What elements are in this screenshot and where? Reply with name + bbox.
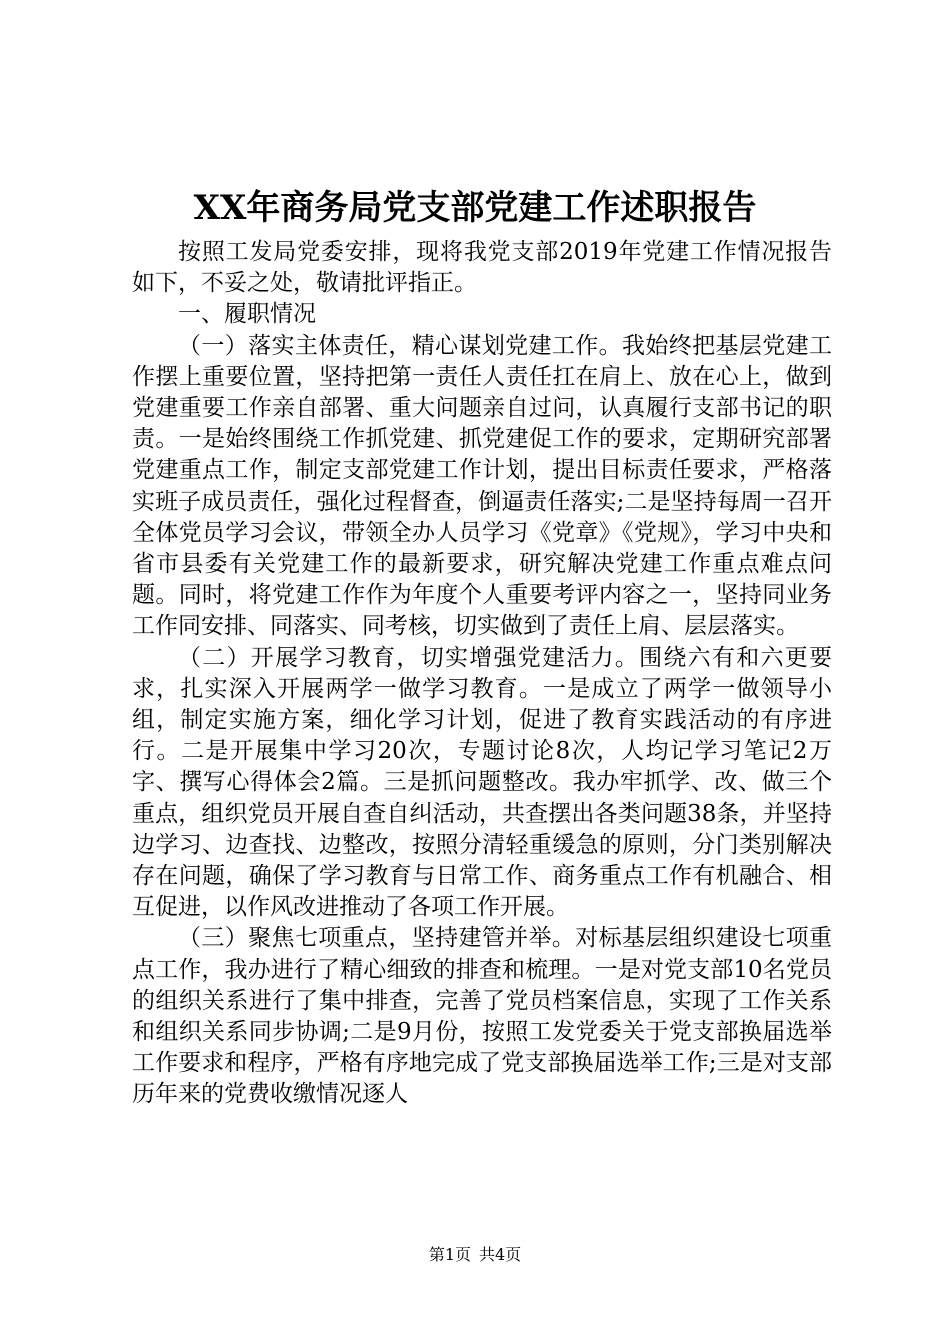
paragraph-subsection-1: （一）落实主体责任，精心谋划党建工作。我始终把基层党建工作摆上重要位置，坚持把第一责任人责任扛在肩上、放在心上，做到党建重要工作亲自部署、重大问题亲自过问，认真履行支部书记的职责。一是始终围绕工作抓党建、抓党建促工作的要求，定期研究部署党建重点工作，制定支部党建工作计划，提出目标责任要求，严格落实班子成员责任，强化过程督查，倒逼责任落实;二是坚持每周一召开全体党员学习会议，带领全办人员学习《党章》《党规》，学习中央和省市县委有关党建工作的最新要求，研究解决党建工作重点难点问题。同时，将党建工作作为年度个人重要考评内容之一，坚持同业务工作同安排、同落实、同考核，切实做到了责任上肩、层层落实。 <box>132 332 832 640</box>
paragraph-subsection-2: （二）开展学习教育，切实增强党建活力。围绕六有和六更要求，扎实深入开展两学一做学习教育。一是成立了两学一做领导小组，制定实施方案，细化学习计划，促进了教育实践活动的有序进行。二是开展集中学习20次，专题讨论8次，人均记学习笔记2万字、撰写心得体会2篇。三是抓问题整改。我办牢抓学、改、做三个重点，组织党员开展自查自纠活动，共查摆出各类问题38条，并坚持边学习、边查找、边整改，按照分清轻重缓急的原则，分门类别解决存在问题，确保了学习教育与日常工作、商务重点工作有机融合、相互促进，以作风改进推动了各项工作开展。 <box>132 644 832 921</box>
page-total: 共4页 <box>479 1245 522 1264</box>
paragraph-subsection-3: （三）聚焦七项重点，坚持建管并举。对标基层组织建设七项重点工作，我办进行了精心细致的排查和梳理。一是对党支部10名党员的组织关系进行了集中排查，完善了党员档案信息，实现了工作关系和组织关系同步协调;二是9月份，按照工发党委关于党支部换届选举工作要求和程序，严格有序地完成了党支部换届选举工作;三是对支部历年来的党费收缴情况逐人 <box>132 925 832 1108</box>
page-number: 第1页 <box>428 1245 471 1264</box>
section-heading: 一、履职情况 <box>178 301 316 328</box>
document-body <box>132 237 832 1111</box>
page-footer <box>0 1244 950 1266</box>
document-title: XX年商务局党支部党建工作述职报告 <box>193 188 757 228</box>
paragraph-intro: 按照工发局党委安排，现将我党支部2019年党建工作情况报告如下，不妥之处，敬请批评指正。 <box>132 239 832 297</box>
